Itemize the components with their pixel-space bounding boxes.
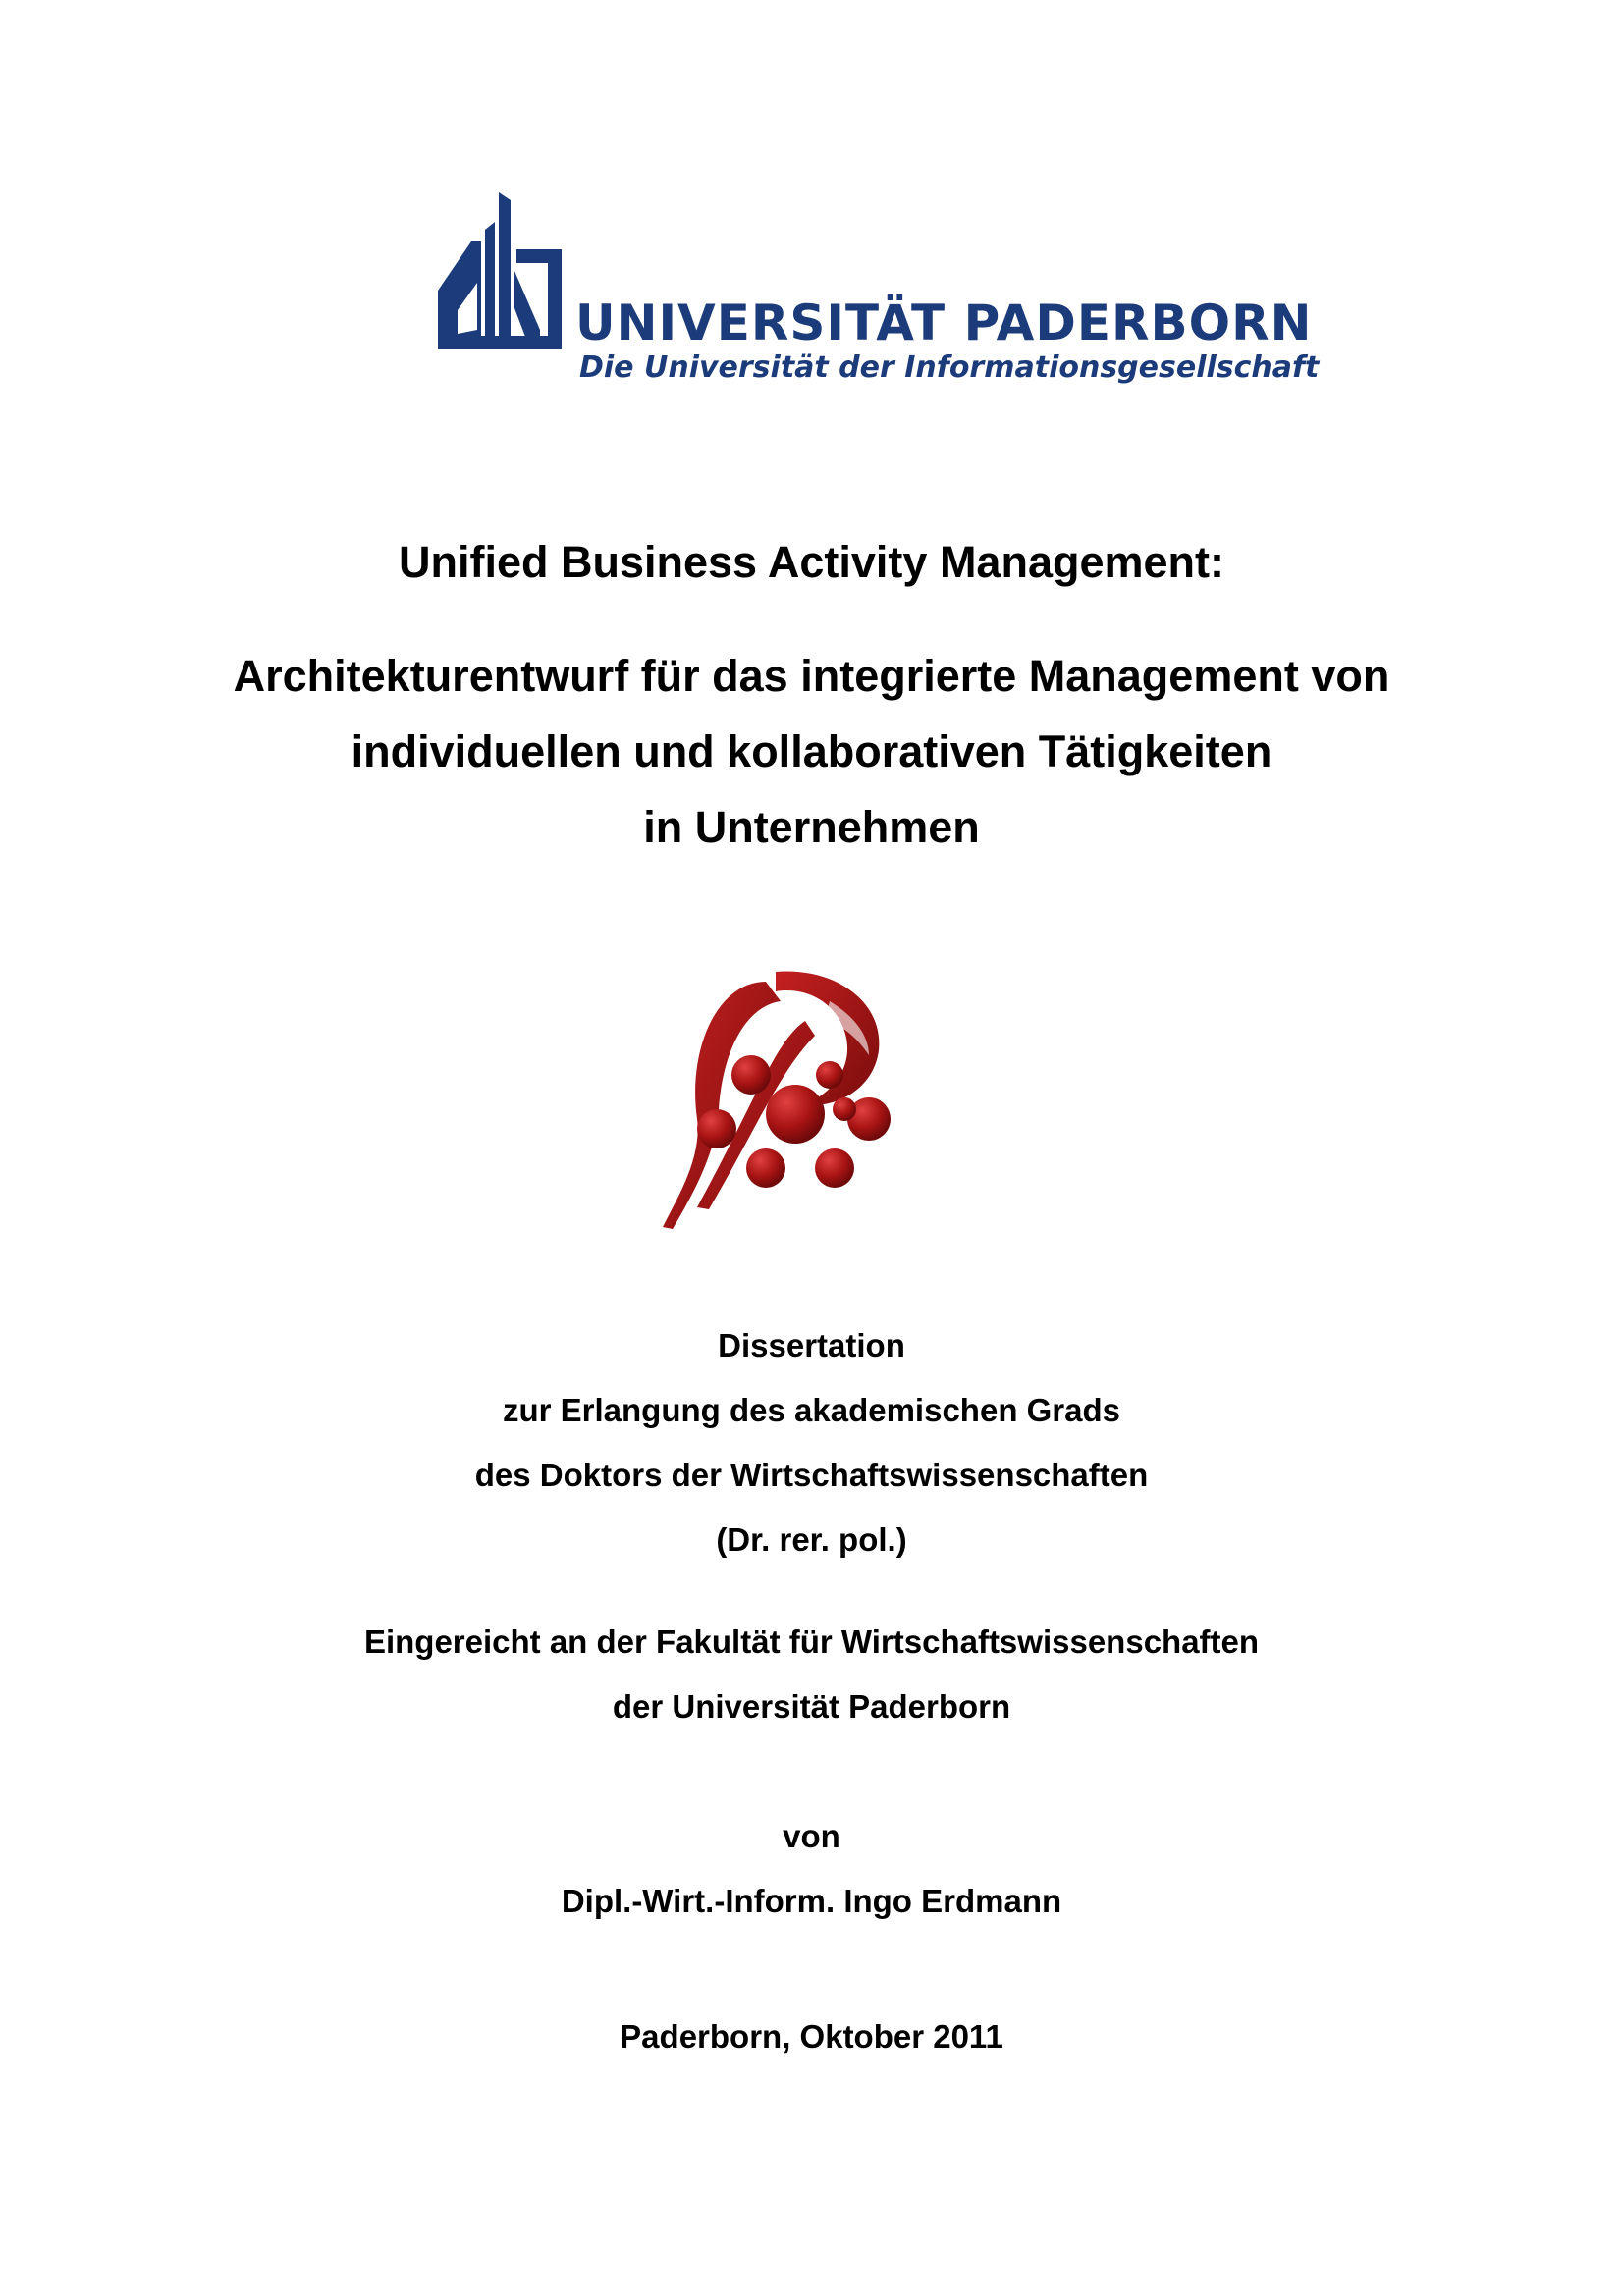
author-prefix: von (783, 1818, 840, 1854)
faculty-line: Eingereicht an der Fakultät für Wirtschaftswissenschaften (363, 1624, 1260, 1660)
author-name: Dipl.-Wirt.-Inform. Ingo Erdmann (561, 1883, 1062, 1919)
university-tagline: Die Universität der Informationsgesellschaft (579, 350, 1320, 385)
document-title: Unified Business Activity Management: (398, 537, 1224, 587)
document-subtitle (0, 638, 1623, 865)
author-info (0, 1804, 1623, 1934)
dissertation-info (0, 1313, 1623, 1573)
dissertation-line: Dissertation (718, 1327, 905, 1363)
faculty-line: der Universität Paderborn (612, 1688, 1011, 1725)
university-mark-icon (438, 192, 562, 349)
subtitle-line: Architekturentwurf für das integrierte Management von (233, 651, 1390, 701)
university-name: UNIVERSITÄT PADERBORN (575, 294, 1313, 351)
faculty-info (0, 1610, 1623, 1739)
dissertation-line: zur Erlangung des akademischen Grads (502, 1392, 1121, 1428)
red-abstract-emblem-icon (658, 962, 923, 1232)
subtitle-line: individuellen und kollaborativen Tätigkeiten (351, 726, 1272, 776)
place-date: Paderborn, Oktober 2011 (620, 2018, 1003, 2055)
dissertation-line: (Dr. rer. pol.) (716, 1522, 907, 1558)
subtitle-line: in Unternehmen (643, 802, 980, 852)
university-logo (438, 192, 1320, 399)
dissertation-line: des Doktors der Wirtschaftswissenschaften (474, 1457, 1149, 1493)
